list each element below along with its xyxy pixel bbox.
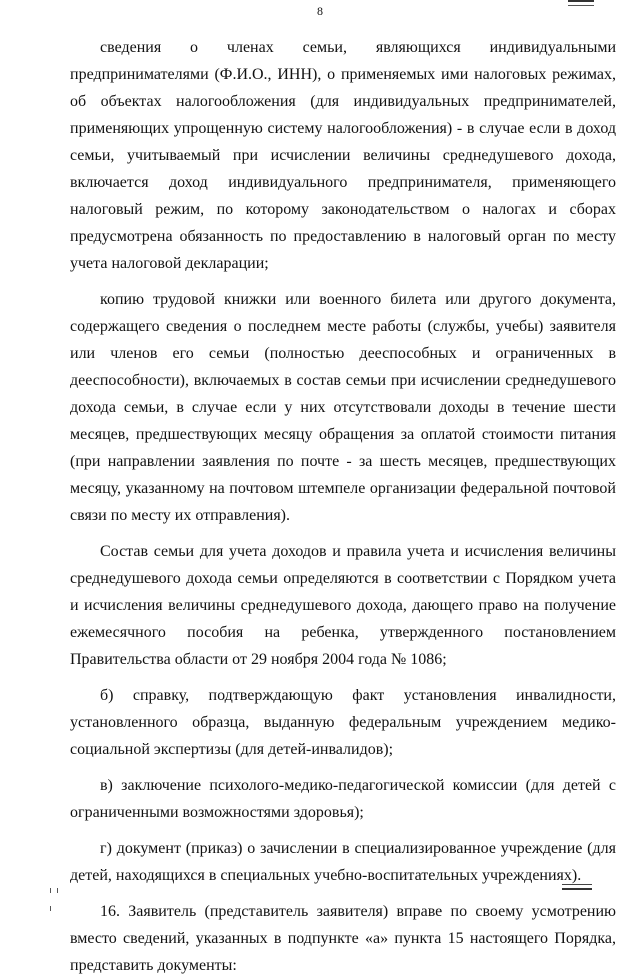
scan-artifact-bottom-left bbox=[50, 880, 70, 886]
paragraph-item-g-enrollment: г) документ (приказ) о зачислении в специализированное учреждение (для детей, находящихся в специальных учебно-воспитательных учреждениях). bbox=[70, 840, 616, 884]
paragraph-item-v-commission: в) заключение психолого-медико-педагогической комиссии (для детей с ограниченными возможностями здоровья); bbox=[70, 777, 616, 821]
page-number: 8 bbox=[317, 4, 323, 18]
paragraph-tax-regime-info: сведения о членах семьи, являющихся индивидуальными предпринимателями (Ф.И.О., ИНН), о применяемых ими налоговых режимах, об объектах налогообложения (для индивидуальных предпринимателей, применяющих упрощенную систему налогообложения) - в случае если в доход семьи, учитываемый при исчислении величины среднедушевого дохода, включается доход индивидуального предпринимателя, применяющего налоговый режим, по которому законодательством о налогах и сборах предусмотрена обязанность по предоставлению в налоговый орган по месту учета налоговой декларации; bbox=[70, 39, 616, 272]
paragraph-section-16: 16. Заявитель (представитель заявителя) вправе по своему усмотрению вместо сведений, указанных в подпункте «а» пункта 15 настоящего Порядка, представить документы: bbox=[70, 903, 616, 974]
scan-artifact-bottom bbox=[562, 884, 592, 890]
document-body bbox=[70, 34, 616, 979]
paragraph-work-book-copy: копию трудовой книжки или военного билета или другого документа, содержащего сведения о последнем месте работы (службы, учебы) заявителя или членов его семьи (полностью дееспособных и ограниченных в дееспособности), включаемых в состав семьи при исчислении среднедушевого дохода семьи, в случае если у них отсутствовали доходы в течение шести месяцев, предшествующих месяцу обращения за оплатой стоимости питания (при направлении заявления по почте - за шесть месяцев, предшествующих месяцу, указанному на почтовом штемпеле организации федеральной почтовой связи по месту их отправления). bbox=[70, 291, 616, 524]
paragraph-family-composition: Состав семьи для учета доходов и правила учета и исчисления величины среднедушевого дохода семьи определяются в соответствии с Порядком учета и исчисления величины среднедушевого дохода, дающего право на получение ежемесячного пособия на ребенка, утвержденного постановлением Правительства области от 29 ноября 2004 года № 1086; bbox=[70, 543, 616, 668]
paragraph-item-b-disability: б) справку, подтверждающую факт установления инвалидности, установленного образца, выданную федеральным учреждением медико-социальной экспертизы (для детей-инвалидов); bbox=[70, 687, 616, 758]
